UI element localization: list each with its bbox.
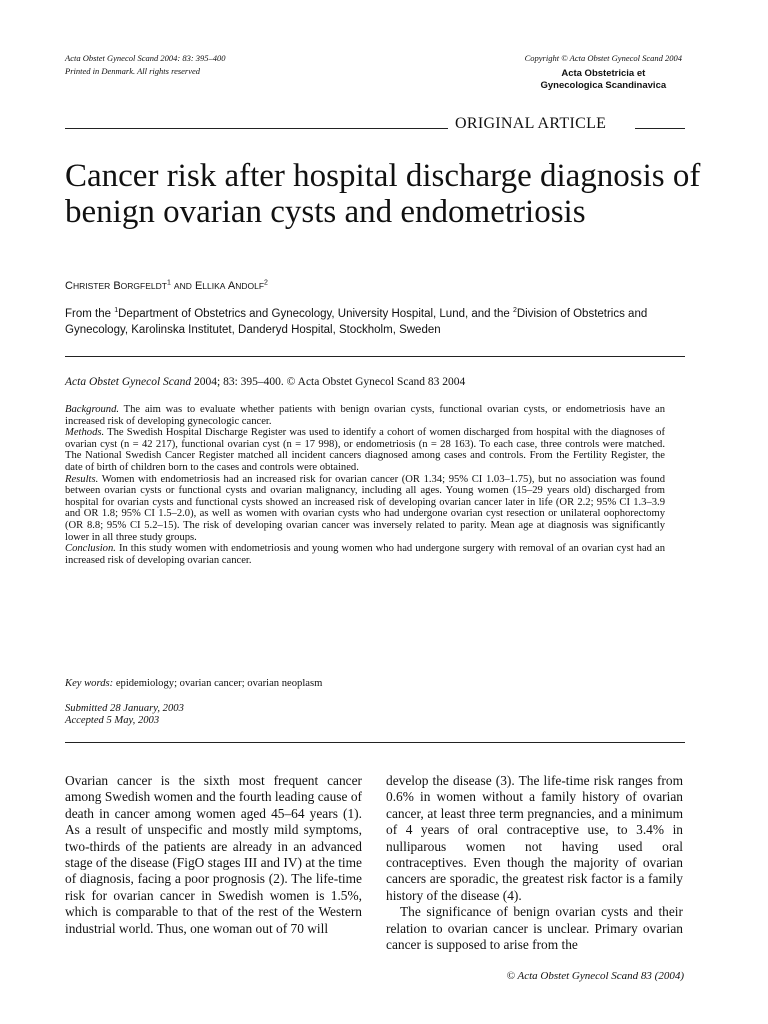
body-paragraph: The significance of benign ovarian cysts and their relation to ovarian cancer is unclear. Primary ovarian cancer is supposed to arise from the [386,904,683,953]
journal-name-line-1: Acta Obstetricia et [561,68,646,79]
page-footer: © Acta Obstet Gynecol Scand 83 (2004) [506,970,684,982]
author-2: ELLIKA ANDOLF$^2$ [194,279,268,292]
body-column-right [386,773,683,953]
body-paragraph: develop the disease (3). The life-time risk ranges from 0.6% in women without a family history of ovarian cancer, at least three term pregnancies, and a minimum of 4 years of oral contraceptive use, to 3.4% in nulliparous women not having used oral contraceptives. Even though the majority of ovarian cancers are sporadic, the greatest risk factor is a family history of the disease (4). [386,773,683,903]
copyright-line: Copyright © Acta Obstet Gynecol Scand 2004 [524,53,682,63]
abstract-background: Background. The aim was to evaluate whether patients with benign ovarian cysts, functional ovarian cysts, or endometriosis have an increased risk of developing gynecologic cancer. [65,404,665,427]
section-label: ORIGINAL ARTICLE [455,115,607,132]
journal-citation-header [65,52,226,78]
body-column-left [65,773,362,937]
section-rule-left [65,128,448,129]
keywords: Key words: epidemiology; ovarian cancer; ovarian neoplasm [65,678,323,689]
article-title: Cancer risk after hospital discharge diagnosis of benign ovarian cysts and endometriosis [65,158,701,230]
author-1: CHRISTER BORGFELDT$^1$ [65,279,171,292]
abstract-conclusion: Conclusion. In this study women with endometriosis and young women who had undergone surgery with removal of an ovarian cyst had an increased risk of developing ovarian cancer. [65,543,665,566]
affiliation: From the $^1$Department of Obstetrics and Gynecology, University Hospital, Lund, and the $^2$Division of Obstetrics and Gynecology, Karolinska Institutet, Danderyd Hospital, Stockholm, Sweden [65,307,648,336]
abstract-methods: Methods. The Swedish Hospital Discharge Register was used to identify a cohort of women discharged from hospital with the diagnoses of ovarian cyst (n = 42 217), functional ovarian cyst (n = 17 998), or endometriosis (n = 28 163). To each case, three controls were matched. The National Swedish Cancer Register matched all incident cancers diagnosed among cases and controls. From the Fertility Register, the date of birth of children born to the cases and controls were obtained. [65,427,665,473]
author-list [65,280,268,292]
journal-name [525,68,682,92]
abstract-results: Results. Women with endometriosis had an increased risk for ovarian cancer (OR 1.34; 95% CI 1.03–1.75), but no association was found between ovarian cysts or functional cysts and ovarian malignancy, including all ages. Young women (15–29 years old) discharged from hospital for ovarian cysts and functional cysts showed an increased risk of developing ovarian cancer later in life (OR 2.2; 95% CI 1.3–3.9 and OR 1.8; 95% CI 1.5–2.0), as well as women with ovarian cysts who had undergone ovarian cyst resection or unilateral oophorectomy (OR 8.8; 95% CI 5.2–15). The risk of developing ovarian cancer was inversely related to parity. Mean age at diagnosis was significantly lower in all three study groups. [65,473,665,543]
journal-name-line-2: Gynecologica Scandinavica [540,80,667,91]
body-paragraph: Ovarian cancer is the sixth most frequent cancer among Swedish women and the fourth leading cause of death in cancer among women aged 45–64 years (1). As a result of unspecific and mostly mild symptoms, two-thirds of the patients are already in an advanced stage of the disease (FigO stages III and IV) at the time of diagnosis, facing a poor prognosis (2). The life-time risk for ovarian cancer in Swedish women is 1.5%, which is comparable to that of the rest of the Western industrial world. Thus, one woman out of 70 will [65,773,362,936]
citation-line: Acta Obstet Gynecol Scand 2004: 83: 395–400 [65,53,226,63]
abstract-top-rule [65,356,685,357]
submission-dates [65,703,184,727]
abstract-bottom-rule [65,742,685,743]
author-conjunction: AND [173,281,192,291]
abstract [65,404,665,566]
accepted-date: Accepted 5 May, 2003 [65,715,160,726]
journal-brand-header [525,52,682,92]
printed-line: Printed in Denmark. All rights reserved [65,66,201,76]
submitted-date: Submitted 28 January, 2003 [65,703,184,714]
section-rule-right [635,128,685,129]
article-citation: Acta Obstet Gynecol Scand 2004; 83: 395–400. © Acta Obstet Gynecol Scand 83 2004 [65,376,466,388]
